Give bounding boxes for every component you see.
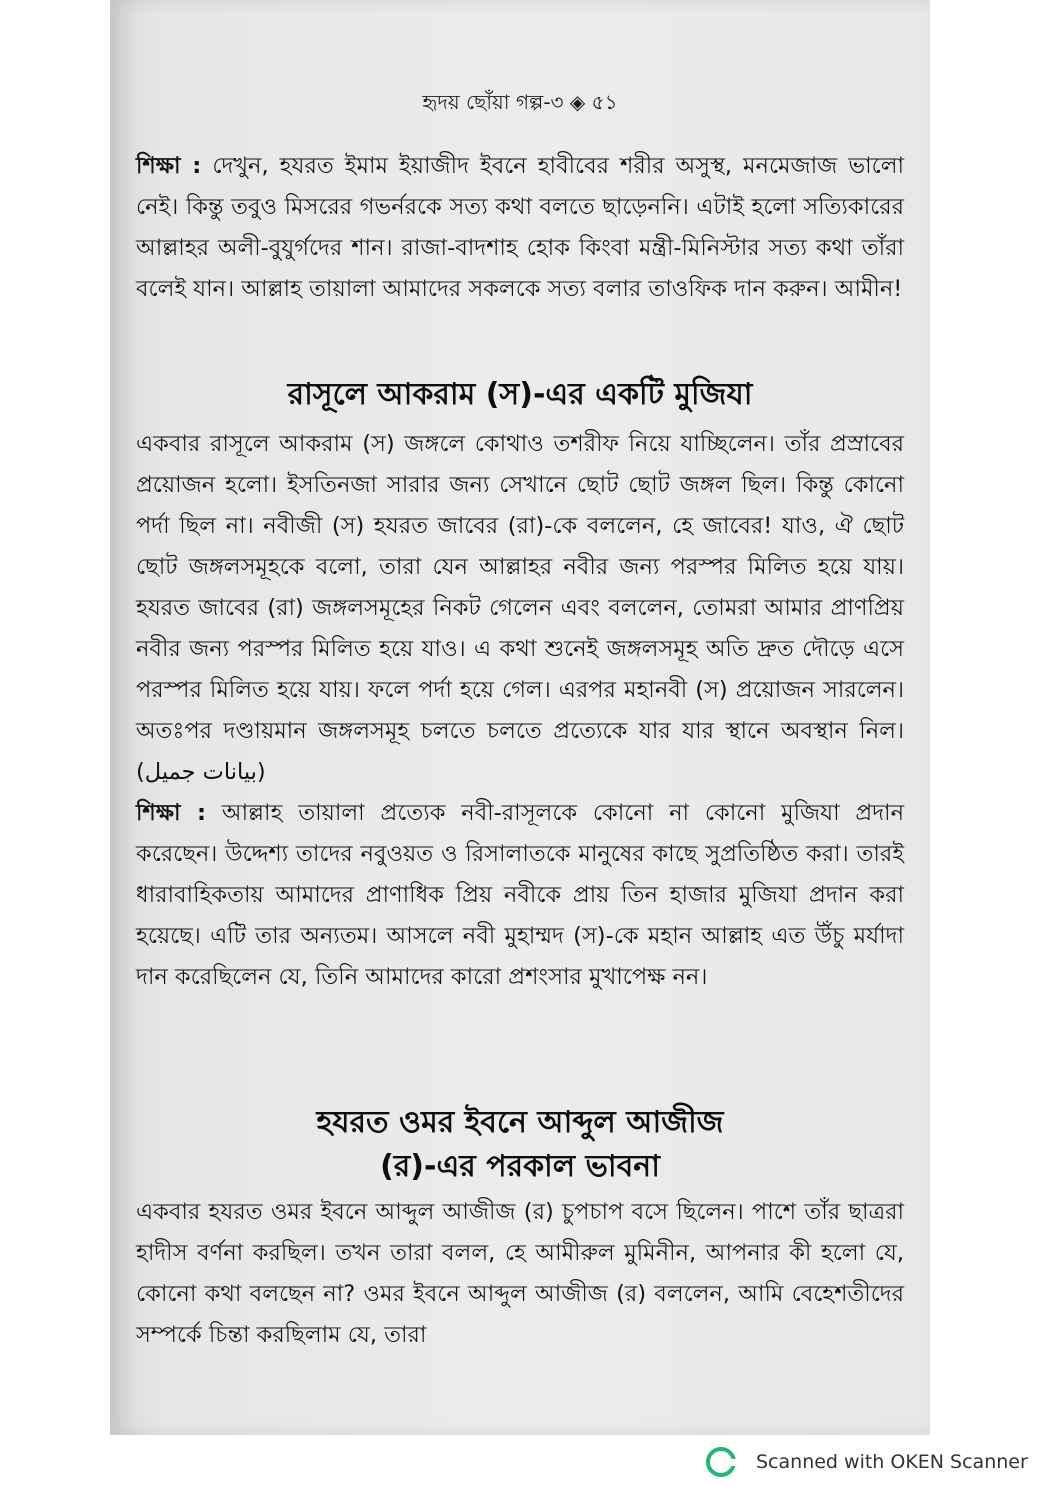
lesson-paragraph-2 [136,793,904,998]
arabic-citation: (بیانات جمیل) [136,759,266,785]
lesson-text: আল্লাহ তায়ালা প্রত্যেক নবী-রাসূলকে কোনো না কোনো মুজিযা প্রদান করেছেন। উদ্দেশ্য তাদের নবুওয়ত ও রিসালাতকে মানুষের কাছে সুপ্রতিষ্ঠিত করা। তারই ধারাবাহিকতায় আমাদের প্রাণাধিক প্রিয় নবীকে প্রায় তিন হাজার মুজিযা প্রদান করা হয়েছে। এটি তার অন্যতম। আসলে নবী মুহাম্মদ (স)-কে মহান আল্লাহ এত উঁচু মর্যাদা দান করেছিলেন যে, তিনি আমাদের কারো প্রশংসার মুখাপেক্ষ নন। [136,800,904,990]
story-paragraph-umar: একবার হযরত ওমর ইবনে আব্দুল আজীজ (র) চুপচাপ বসে ছিলেন। পাশে তাঁর ছাত্ররা হাদীস বর্ণনা করছিল। তখন তারা বলল, হে আমীরুল মুমিনীন, আপনার কী হলো যে, কোনো কথা বলছেন না? ওমর ইবনে আব্দুল আজীজ (র) বললেন, আমি বেহেশতীদের সম্পর্কে চিন্তা করছিলাম যে, তারা [136,1199,904,1348]
lesson-text: দেখুন, হযরত ইমাম ইয়াজীদ ইবনে হাবীবের শরীর অসুস্থ, মনমেজাজ ভালো নেই। কিন্তু তবুও মিসরের গভর্নরকে সত্য কথা বলতে ছাড়েননি। এটাই হলো সত্যিকারের আল্লাহর অলী-বুযুর্গদের শান। রাজা-বাদশাহ হোক কিংবা মন্ত্রী-মিনিস্টার সত্য কথা তাঁরা বলেই যান। আল্লাহ তায়ালা আমাদের সকলকে সত্য বলার তাওফিক দান করুন। আমীন! [136,153,904,302]
running-head: হৃদয় ছোঁয়া গল্প-৩ ◈ ৫১ [422,90,618,114]
scanner-text: Scanned with OKEN Scanner [756,1451,1028,1473]
section-heading-umar-line2: (র)-এর পরকাল ভাবনা [380,1149,660,1184]
story-paragraph-mujiza [136,424,904,793]
book-page [110,0,930,1435]
lesson-label: শিক্ষা : [136,800,206,826]
oken-logo-icon [706,1447,736,1477]
lesson-label: শিক্ষা : [136,153,202,179]
story-text: একবার রাসূলে আকরাম (স) জঙ্গলে কোথাও তশরীফ নিয়ে যাচ্ছিলেন। তাঁর প্রস্রাবের প্রয়োজন হলো। ইসতিনজা সারার জন্য সেখানে ছোট ছোট জঙ্গল ছিল। কিন্তু কোনো পর্দা ছিল না। নবীজী (স) হযরত জাবের (রা)-কে বললেন, হে জাবের! যাও, ঐ ছোট ছোট জঙ্গলসমূহকে বলো, তারা যেন আল্লাহর নবীর জন্য পরস্পর মিলিত হয়ে যায়। হযরত জাবের (রা) জঙ্গলসমূহের নিকট গেলেন এবং বললেন, তোমরা আমার প্রাণপ্রিয় নবীর জন্য পরস্পর মিলিত হয়ে যাও। এ কথা শুনেই জঙ্গলসমূহ অতি দ্রুত দৌড়ে এসে পরস্পর মিলিত হয়ে যায়। ফলে পর্দা হয়ে গেল। এরপর মহানবী (স) প্রয়োজন সারলেন। অতঃপর দণ্ডায়মান জঙ্গলসমূহ চলতে চলতে প্রত্যেকে যার যার স্থানে অবস্থান নিল। [136,431,904,744]
section-heading-umar-line1: হযরত ওমর ইবনে আব্দুল আজীজ [316,1105,724,1140]
scanner-watermark [706,1440,1046,1484]
lesson-paragraph-1 [136,146,904,310]
section-heading-mujiza: রাসূলে আকরাম (স)-এর একটি মুজিযা [287,377,753,412]
